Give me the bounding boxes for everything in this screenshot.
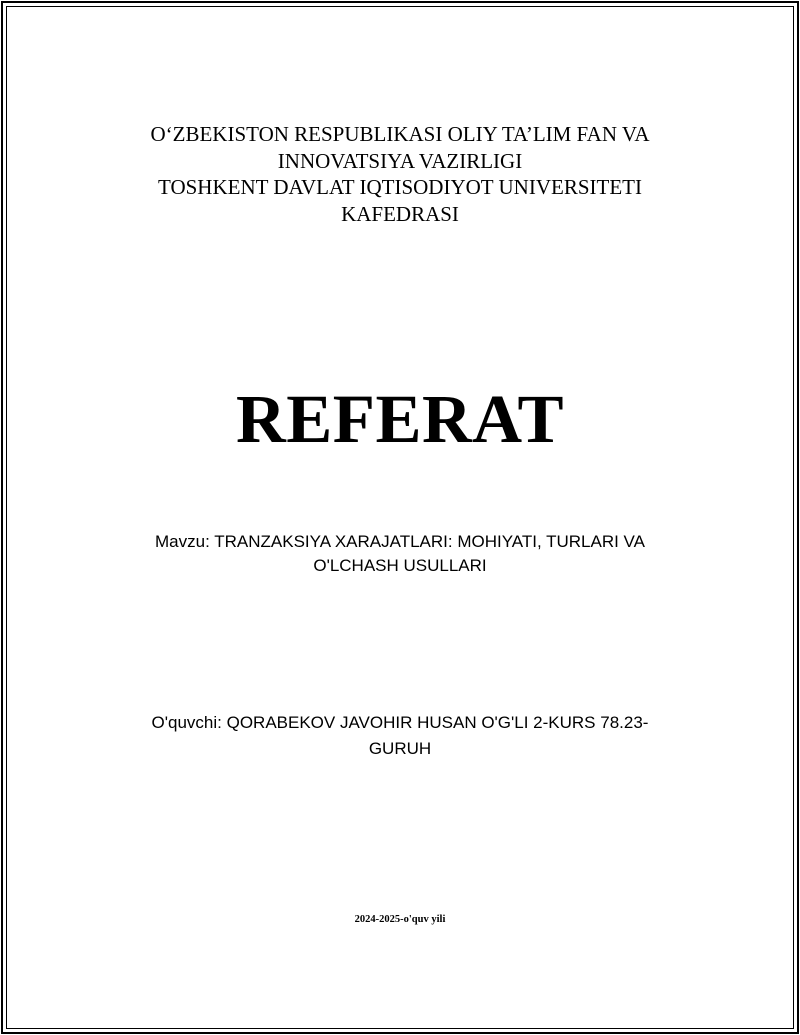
header-line-2: INNOVATSIYA VAZIRLIGI	[277, 148, 523, 173]
topic-line-2: O'LCHASH USULLARI	[313, 556, 487, 575]
student-line-1: O'quvchi: QORABEKOV JAVOHIR HUSAN O'G'LI 2-KURS 78.23-	[151, 713, 649, 732]
document-title: REFERAT	[235, 381, 565, 457]
student-line-2: GURUH	[368, 739, 432, 758]
student-block	[0, 710, 800, 762]
header-line-4: KAFEDRASI	[341, 201, 459, 226]
topic-block	[0, 530, 800, 578]
topic-line-1: Mavzu: TRANZAKSIYA XARAJATLARI: MOHIYATI, TURLARI VA	[155, 532, 645, 551]
institution-header	[0, 121, 800, 227]
header-line-3: TOSHKENT DAVLAT IQTISODIYOT UNIVERSITETI	[158, 175, 642, 199]
header-line-1: O‘ZBEKISTON RESPUBLIKASI OLIY TA’LIM FAN VA	[150, 122, 650, 146]
academic-year: 2024-2025-o'quv yili	[354, 914, 446, 925]
